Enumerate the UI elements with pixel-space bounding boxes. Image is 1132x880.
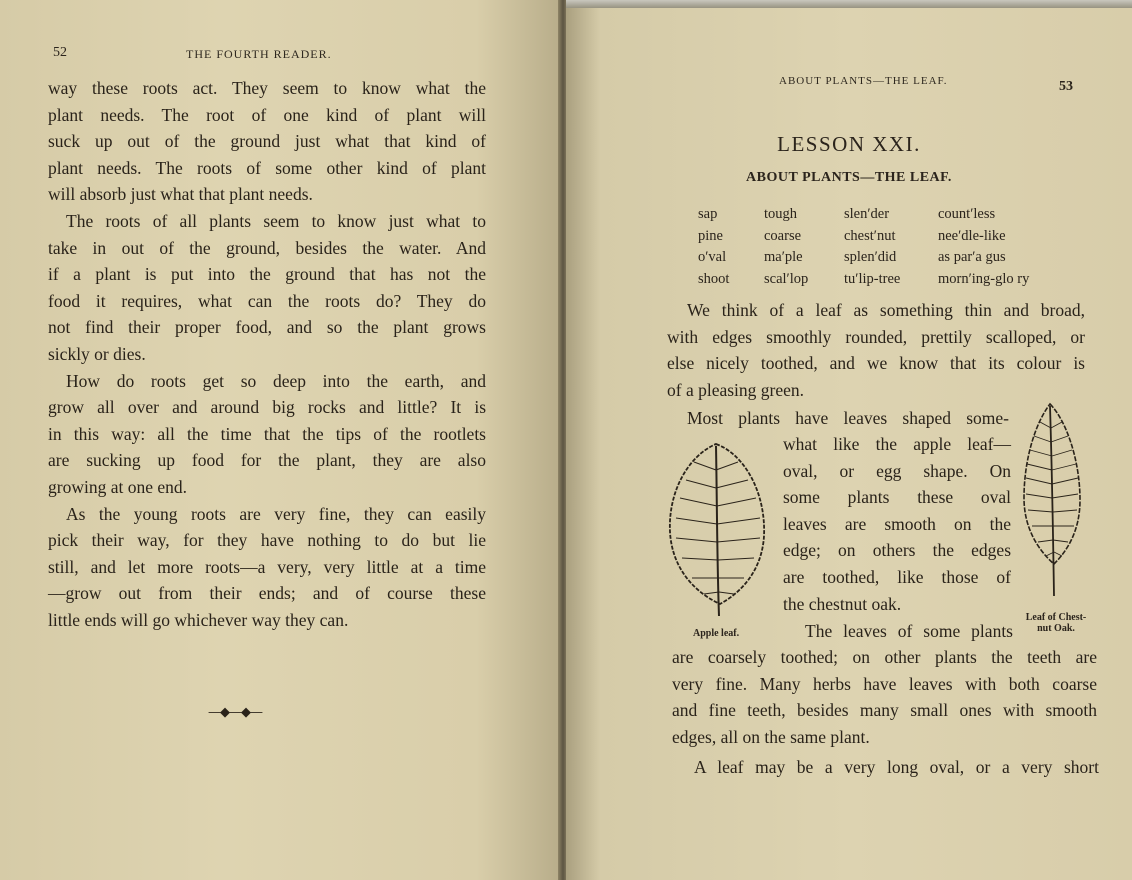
text-line: not find their proper food, and so the plant grows xyxy=(48,317,486,338)
text-line: are sucking up food for the plant, they are also xyxy=(48,450,486,471)
vocab-word: coarse xyxy=(764,227,802,244)
vocab-word: ma′ple xyxy=(764,249,803,266)
text-line: else nicely toothed, and we know that its colour is xyxy=(667,353,1085,374)
vocab-word: sap xyxy=(698,206,718,223)
left-page xyxy=(0,0,560,880)
vocabulary-table xyxy=(698,204,1045,290)
text-line: oval, or egg shape. On xyxy=(783,460,1011,481)
text-line: some plants these oval xyxy=(783,487,1011,508)
text-line: way these roots act. They seem to know what the xyxy=(48,78,486,98)
text-line: A leaf may be a very long oval, or a very short xyxy=(694,757,1099,777)
text-line: The roots of all plants seem to know just what to xyxy=(66,210,486,231)
text-line: in this way: all the time that the tips of the rootlets xyxy=(48,423,486,444)
text-line: if a plant is put into the ground that has not the xyxy=(48,264,486,285)
text-line: are toothed, like those of xyxy=(783,566,1011,587)
vocab-word: o′val xyxy=(698,249,727,266)
text-line: pick their way, for they have nothing to do but lie xyxy=(48,530,486,551)
running-head-right: ABOUT PLANTS—THE LEAF. xyxy=(779,75,948,87)
text-line: what like the apple leaf— xyxy=(783,434,1011,454)
paragraph-2-first xyxy=(687,405,1009,432)
text-line: and fine teeth, besides many small ones with smooth xyxy=(672,700,1097,721)
text-line: As the young roots are very fine, they can easily xyxy=(66,503,486,524)
vocab-word: nee′dle-like xyxy=(938,227,1006,244)
vocab-row xyxy=(698,247,1045,269)
vocab-word: pine xyxy=(698,227,723,244)
paragraph-4 xyxy=(694,754,1099,781)
text-line: are coarsely toothed; on other plants the teeth are xyxy=(672,647,1097,667)
text-line: The leaves of some plants xyxy=(805,621,1013,641)
text-line: with edges smoothly rounded, prettily scalloped, or xyxy=(667,326,1085,347)
caption-line: nut Oak. xyxy=(1037,623,1075,634)
apple-leaf-illustration xyxy=(664,440,774,626)
text-line: leaves are smooth on the xyxy=(783,513,1011,534)
vocab-word: as par′a gus xyxy=(938,249,1006,266)
page-number-left: 52 xyxy=(53,45,67,60)
running-head-left: THE FOURTH READER. xyxy=(186,47,332,61)
text-line: food it requires, what can the roots do? They do xyxy=(48,290,486,311)
section-end-ornament: —◆—◆— xyxy=(208,705,262,720)
paragraph-3-first xyxy=(805,618,1013,645)
lesson-subtitle: ABOUT PLANTS—THE LEAF. xyxy=(746,170,952,185)
right-page xyxy=(566,8,1132,880)
text-line: will absorb just what that plant needs. xyxy=(48,184,313,205)
text-line: little ends will go whichever way they can. xyxy=(48,609,349,630)
text-line: We think of a leaf as something thin and broad, xyxy=(687,300,1085,320)
paragraph-2-wrapped xyxy=(783,431,1011,617)
text-line: suck up out of the ground just what that kind of xyxy=(48,131,486,152)
text-line: plant needs. The roots of some other kind of plant xyxy=(48,157,486,178)
vocab-word: shoot xyxy=(698,270,730,287)
text-line: of a pleasing green. xyxy=(667,379,805,400)
caption-line: Leaf of Chest- xyxy=(1025,612,1087,623)
text-line: grow all over and around big rocks and little? It is xyxy=(48,397,486,418)
text-line: How do roots get so deep into the earth, and xyxy=(66,370,486,391)
text-line: edges, all on the same plant. xyxy=(672,726,870,747)
left-body-text xyxy=(48,75,486,633)
text-line: very fine. Many herbs have leaves with both coarse xyxy=(672,673,1097,694)
text-line: —grow out from their ends; and of course these xyxy=(48,583,486,604)
text-line: the chestnut oak. xyxy=(783,593,902,614)
text-line: Most plants have leaves shaped some- xyxy=(687,408,1009,428)
caption-chestnut-oak xyxy=(1023,612,1089,634)
vocab-word: splen′did xyxy=(844,249,897,266)
paragraph-1 xyxy=(667,297,1085,403)
vocab-row xyxy=(698,226,1045,248)
text-line: still, and let more roots—a very, very little at a time xyxy=(48,556,486,577)
vocab-word: tu′lip-tree xyxy=(844,270,901,287)
vocab-row xyxy=(698,269,1045,291)
vocab-word: tough xyxy=(764,206,798,223)
vocab-word: chest′nut xyxy=(844,227,896,244)
caption-apple-leaf: Apple leaf. xyxy=(693,628,740,639)
vocab-word: scal′lop xyxy=(764,270,809,287)
text-line: edge; on others the edges xyxy=(783,540,1011,561)
vocab-word: slen′der xyxy=(844,206,890,223)
vocab-word: morn′ing-glo ry xyxy=(938,270,1030,287)
page-number-right: 53 xyxy=(1059,79,1073,94)
vocab-word: count′less xyxy=(938,206,996,223)
text-line: plant needs. The root of one kind of plant will xyxy=(48,104,486,125)
text-line: sickly or dies. xyxy=(48,343,146,364)
lesson-title: LESSON XXI. xyxy=(777,132,921,156)
chestnut-oak-leaf-illustration xyxy=(1020,400,1084,598)
text-line: take in out of the ground, besides the water. And xyxy=(48,237,486,258)
vocab-row xyxy=(698,204,1045,226)
paragraph-3-rest xyxy=(672,644,1097,750)
text-line: growing at one end. xyxy=(48,476,187,497)
